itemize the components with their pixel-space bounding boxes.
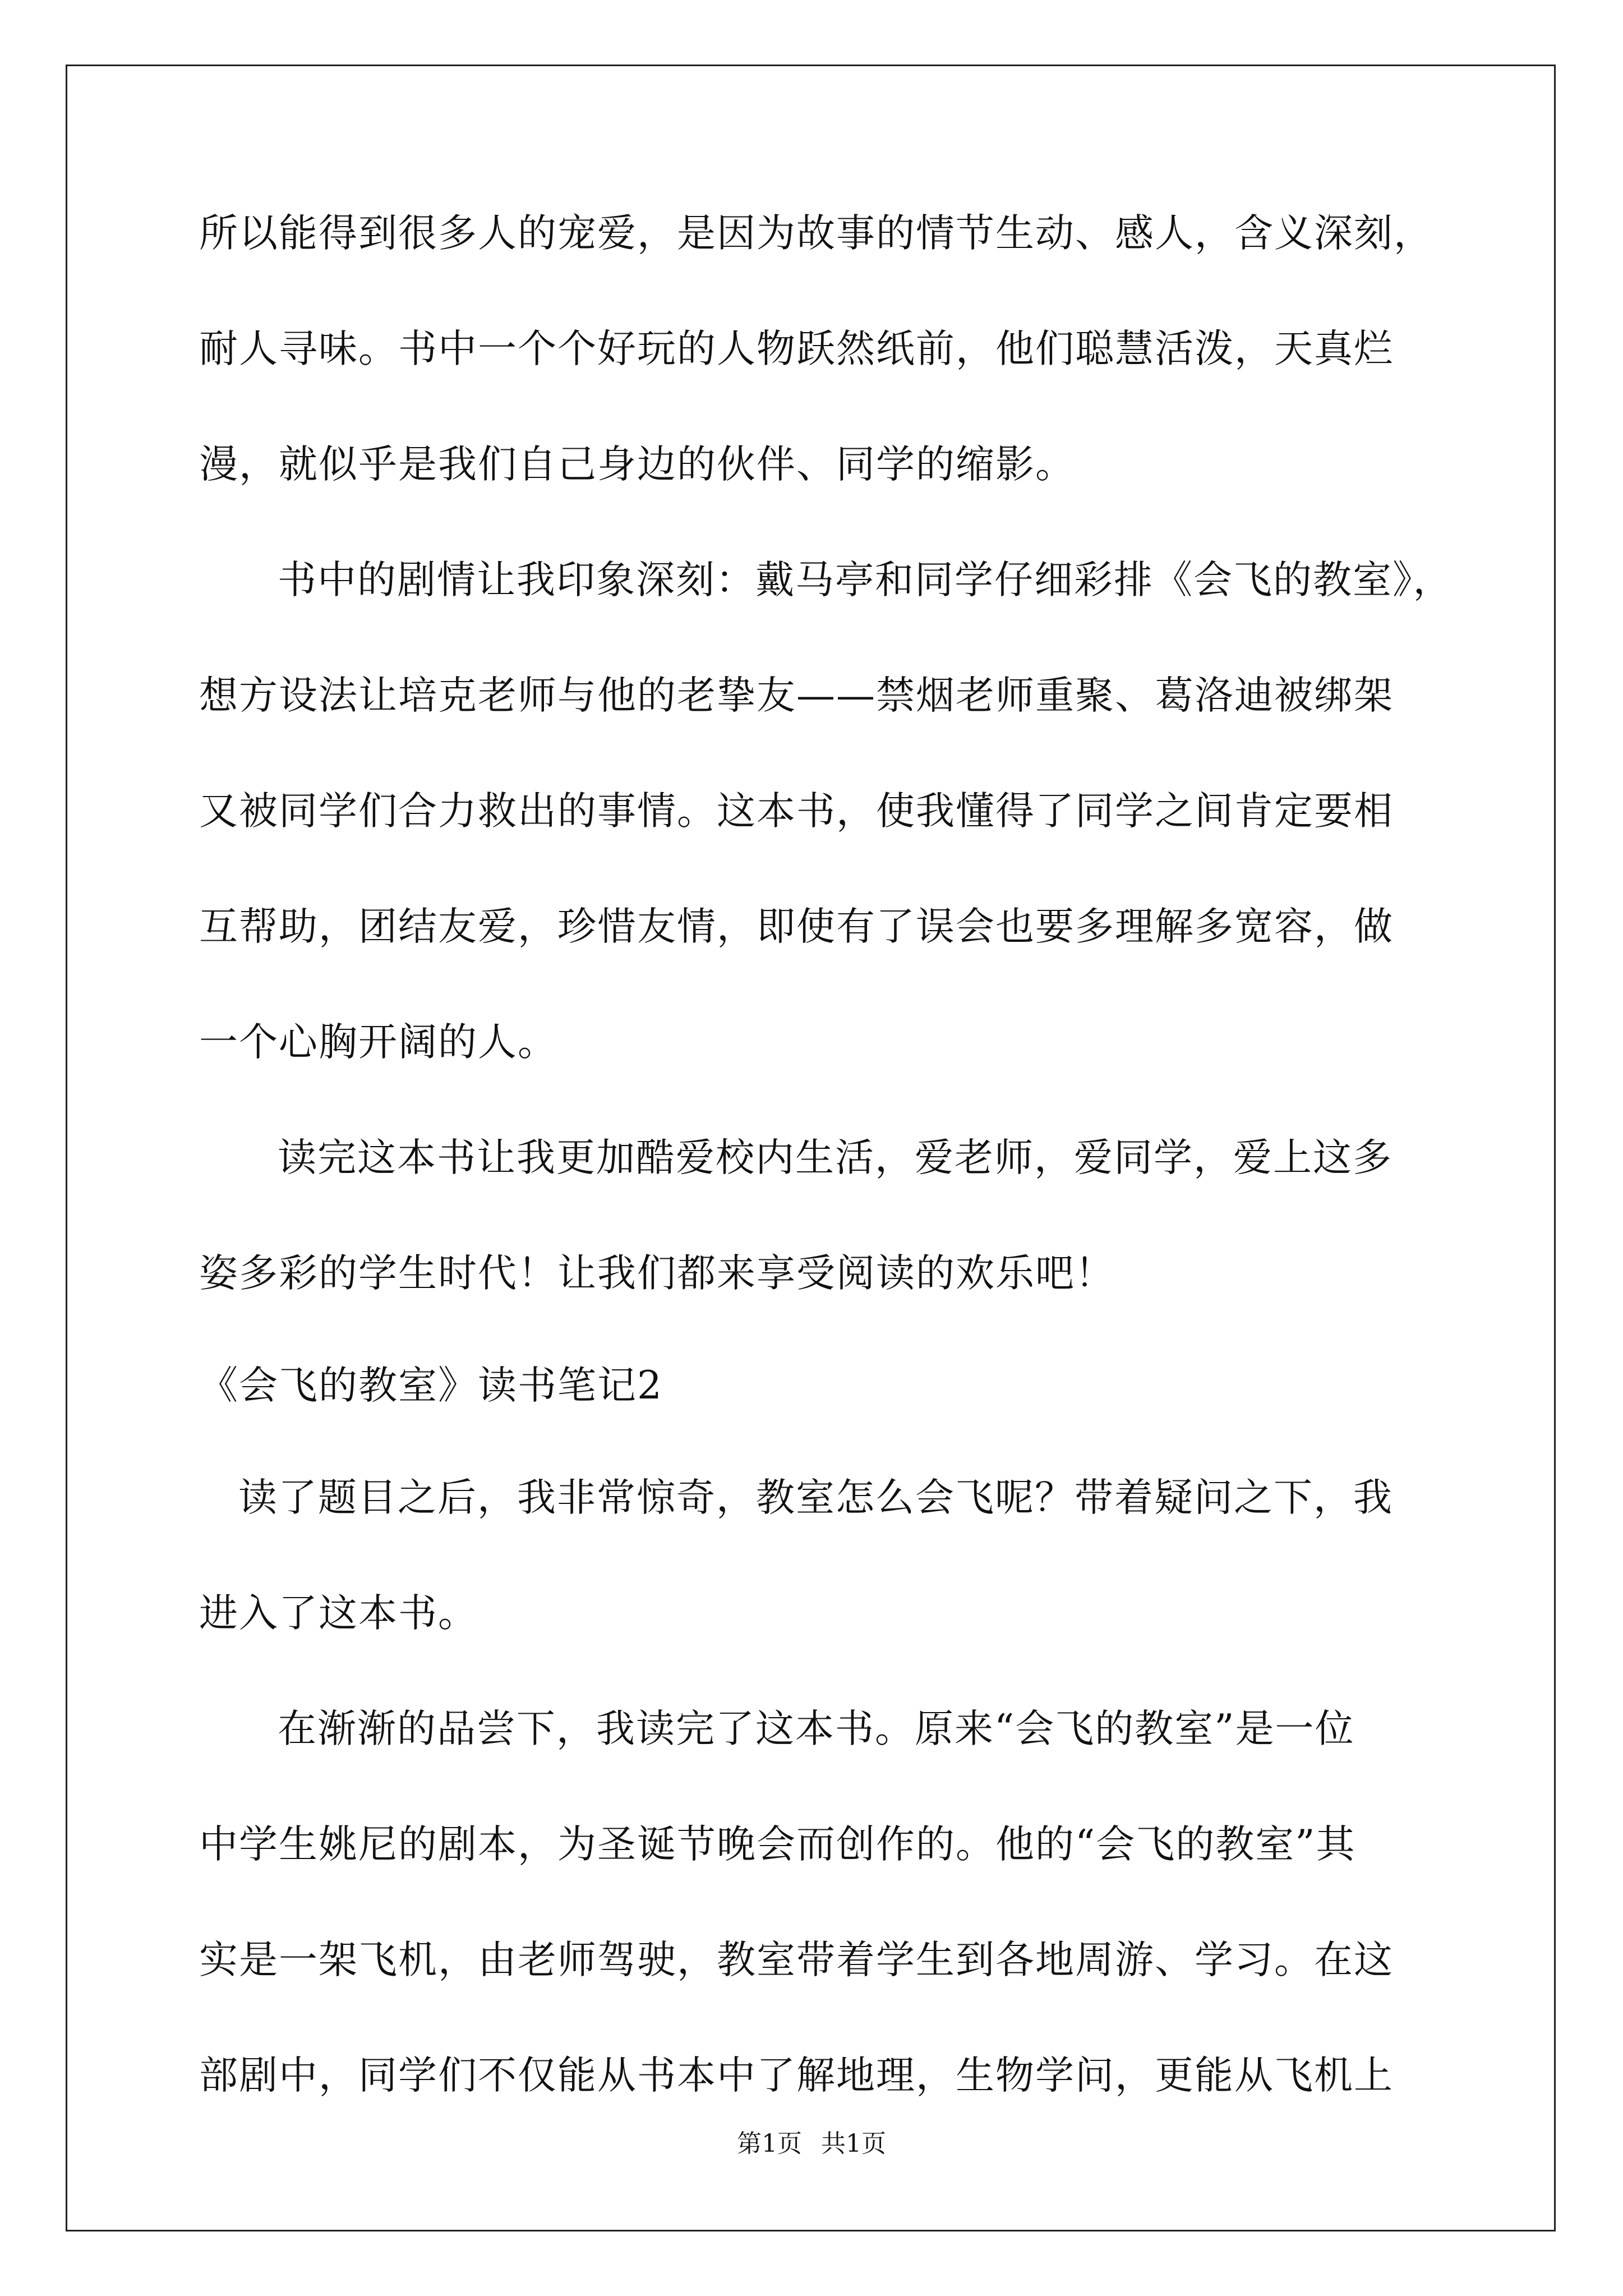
body-line: 互帮助，团结友爱，珍惜友情，即使有了误会也要多理解多宽容，做 (199, 904, 1394, 949)
body-line: 实是一架飞机，由老师驾驶，教室带着学生到各地周游、学习。在这 (199, 1938, 1394, 1982)
body-line: 耐人寻味。书中一个个好玩的人物跃然纸前，他们聪慧活泼，天真烂 (199, 326, 1394, 371)
paragraph-start-line: 读完这本书让我更加酷爱校内生活，爱老师，爱同学，爱上这多 (278, 1135, 1393, 1180)
body-line: 想方设法让培克老师与他的老挚友——禁烟老师重聚、葛洛迪被绑架 (199, 673, 1394, 718)
page-total: 共1页 (821, 2129, 886, 2158)
document-body (199, 211, 1489, 2172)
body-line: 部剧中，同学们不仅能从书本中了解地理，生物学问，更能从飞机上 (199, 2053, 1394, 2098)
body-line: 一个心胸开阔的人。 (199, 1020, 557, 1065)
body-line: 进入了这本书。 (199, 1591, 478, 1636)
body-line: 又被同学们合力救出的事情。这本书，使我懂得了同学之间肯定要相 (199, 789, 1394, 834)
paragraph-start-line: 在渐渐的品尝下，我读完了这本书。原来“会飞的教室”是一位 (278, 1706, 1355, 1751)
body-line: 中学生姚尼的剧本，为圣诞节晚会而创作的。他的“会飞的教室”其 (199, 1822, 1356, 1867)
paragraph-start-line: 读了题目之后，我非常惊奇，教室怎么会飞呢？带着疑问之下，我 (238, 1475, 1393, 1520)
page-footer (0, 2123, 1623, 2159)
section-heading: 《会飞的教室》读书笔记2 (199, 1363, 663, 1408)
body-line: 所以能得到很多人的宠爱，是因为故事的情节生动、感人，含义深刻， (199, 211, 1433, 256)
body-line: 漫，就似乎是我们自己身边的伙伴、同学的缩影。 (199, 442, 1075, 487)
body-line: 姿多彩的学生时代！让我们都来享受阅读的欢乐吧！ (199, 1251, 1115, 1296)
paragraph-start-line: 书中的剧情让我印象深刻：戴马亭和同学仔细彩排《会飞的教室》， (278, 558, 1453, 602)
page-number: 第1页 (737, 2129, 802, 2158)
